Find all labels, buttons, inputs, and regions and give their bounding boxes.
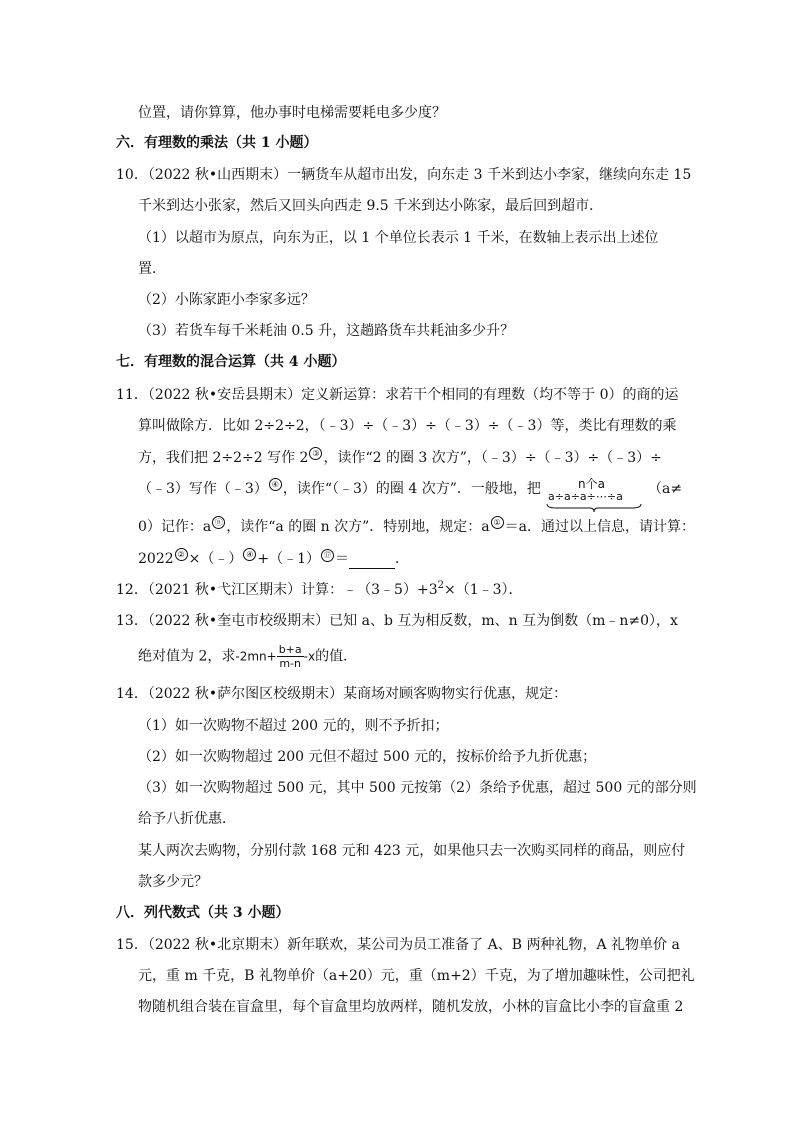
section-6-heading: 六．有理数的乘法（共 1 小题） [116, 135, 318, 151]
q15-line-1: 15．（2022 秋•北京期末）新年联欢，某公司为员工准备了 A、B 两种礼物，A 礼物单价 a [116, 937, 680, 953]
q15-line-3: 物随机组合装在盲盒里，每个盲盒里均放两样，随机发放，小林的盲盒比小李的盲盒重 2 [138, 999, 684, 1015]
brace-top-label: n个a [578, 477, 605, 491]
q11-line-3-text-a: 方，我们把 2÷2÷2 写作 2 [138, 450, 309, 466]
circled-n-superscript: ⓝ [212, 516, 225, 529]
q14-para-1: 某人两次去购物，分别付款 168 元和 423 元，如果他只去一次购买同样的商品，则应付 [138, 843, 686, 859]
q11-line-6-text-c: +（﹣1） [257, 551, 321, 567]
q11-line-6-text-a: 2022 [138, 551, 174, 567]
underbrace-icon [546, 503, 642, 513]
q14-sub-3b: 给予八折优惠． [138, 811, 236, 827]
q14-para-2: 款多少元？ [138, 874, 208, 890]
section-8-heading: 八．列代数式（共 3 小题） [116, 905, 290, 921]
q10-sub-2: （2）小陈家距小李家多远？ [138, 292, 315, 308]
q11-line-4-text-b: ，读作“（﹣3）的圈 4 次方”．一般地，把 [282, 481, 541, 497]
q10-sub-3: （3）若货车每千米耗油 0.5 升，这趟路货车共耗油多少升？ [138, 323, 515, 339]
q15-line-2: 元，重 m 千克，B 礼物单价（a+20）元，重（m+2）千克，为了增加趣味性，公司把礼 [138, 968, 695, 984]
circled-2-superscript: ② [175, 548, 188, 561]
q12-text-a: 12．（2021 秋•弋江区期末）计算：﹣（3﹣5）+3 [116, 582, 438, 598]
q14-line-1: 14．（2022 秋•萨尔图区校级期末）某商场对顾客购物实行优惠，规定： [116, 686, 568, 702]
q13-line-2 [138, 643, 357, 670]
q11-line-5 [138, 517, 695, 537]
q10-line-1: 10．（2022 秋•山西期末）一辆货车从超市出发，向东走 3 千米到达小李家，继续向东走 15 [116, 167, 692, 183]
q11-line-6 [138, 549, 409, 569]
q12 [116, 580, 523, 602]
q13-fraction [277, 643, 304, 670]
q13-numerator: b+a [278, 643, 302, 656]
q13-text-a: 绝对值为 2，求 [138, 648, 236, 665]
q13-line-1: 13．（2022 秋•奎屯市校级期末）已知 a、b 互为相反数，m、n 互为倒数（m﹣n≠0），x [116, 613, 678, 629]
section-7-heading: 七．有理数的混合运算（共 4 小题） [116, 354, 346, 370]
q11-line-3-text-b: ，读作“2 的圈 3 次方”，（﹣3）÷（﹣3）÷（﹣3）÷ [323, 450, 662, 466]
q10-line-2: 千米到达小张家，然后又回头向西走 9.5 千米到达小陈家，最后回到超市． [138, 198, 604, 214]
q9-tail: 位置，请你算算，他办事时电梯需要耗电多少度？ [138, 105, 446, 121]
answer-blank [349, 554, 395, 569]
q11-line-6-text-e: ． [395, 551, 410, 567]
q12-text-b: ×（1﹣3）． [443, 582, 523, 598]
q11-line-3 [138, 448, 662, 468]
q11-line-5-text-a: 0）记作：a [138, 519, 212, 535]
q11-line-1: 11．（2022 秋•安岳县期末）定义新运算：求若干个相同的有理数（均不等于 0）的商的运 [116, 387, 679, 403]
q13-text-b: 的值． [315, 648, 358, 665]
q14-sub-2: （2）如一次购物超过 200 元但不超过 500 元的，按标价给予九折优惠； [138, 749, 597, 765]
q11-line-6-text-d: ＝ [335, 551, 350, 567]
q14-sub-3a: （3）如一次购物超过 500 元，其中 500 元按第（2）条给予优惠，超过 500 元的部分则 [138, 780, 697, 796]
q14-sub-1: （1）如一次购物不超过 200 元的，则不予折扣； [138, 718, 449, 734]
q11-line-5-text-c: ＝a．通过以上信息，请计算： [504, 519, 695, 535]
q13-denominator: m-n [279, 657, 301, 670]
q10-sub-1a: （1）以超市为原点，向东为正，以 1 个单位长表示 1 千米，在数轴上表示出上述位 [138, 230, 659, 246]
brace-expression: a÷a÷a÷⋯÷a [548, 490, 623, 503]
circled-4-superscript: ④ [269, 478, 282, 491]
q11-line-2: 算叫做除方．比如 2÷2÷2，（﹣3）÷（﹣3）÷（﹣3）÷（﹣3）等，类比有理数的乘 [138, 418, 677, 434]
circled-17-superscript: ⑰ [321, 549, 334, 562]
q13-formula-suffix: -x [303, 649, 316, 664]
q11-line-4-text-a: （﹣3）写作（﹣3） [138, 481, 268, 497]
q11-line-5-text-b: ，读作“a 的圈 n 次方”．特别地，规定：a [226, 519, 490, 535]
circled-1-superscript: ① [491, 516, 504, 529]
q11-line-6-text-b: ×（﹣） [188, 551, 243, 567]
q12-exponent: 2 [437, 580, 444, 591]
q10-sub-1b: 置． [138, 261, 166, 277]
q11-line-4 [138, 479, 541, 499]
q13-formula-prefix: -2mn+ [235, 649, 277, 664]
circled-3-superscript: ③ [309, 447, 322, 460]
circled-4b-superscript: ④ [243, 548, 256, 561]
q11-line-4-tail: （a≠ [648, 481, 683, 497]
